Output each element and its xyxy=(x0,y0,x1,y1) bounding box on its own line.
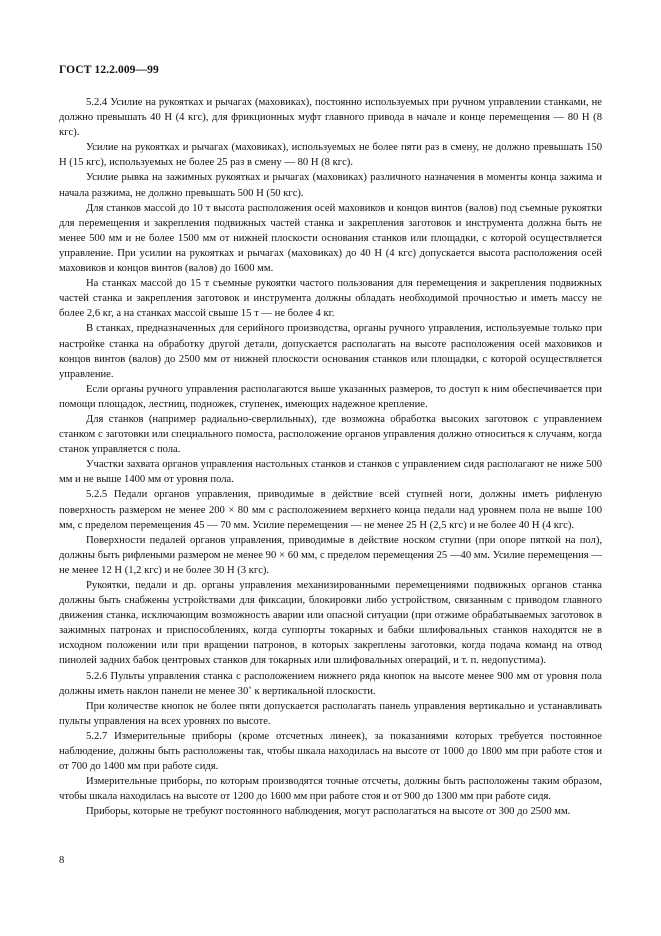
document-body xyxy=(59,95,602,820)
paragraph: На станках массой до 15 т съемные рукоятки частого пользования для перемещения и закрепления подвижных частей станка и закрепления заготовок и инструмента должны обладать необходимой прочностью и иметь массу не более 2,6 кг, а на станках массой свыше 15 т — не более 4 кг. xyxy=(59,278,602,320)
paragraph: Поверхности педалей органов управления, приводимые в действие носком ступни (при опоре пяткой на пол), должны быть рифлеными размером не менее 90 × 60 мм, с пределом перемещения 25 —40 мм. Усилие перемещения — не менее 12 Н (1,2 кгс) и не более 30 Н (3 кгс). xyxy=(59,534,602,576)
paragraph: Рукоятки, педали и др. органы управления механизированными перемещениями подвижных органов станка должны быть снабжены устройствами для фиксации, блокировки либо устройством, связанным с приводом главного движения станка, исключающим возможность аварии или опасной ситуации (при отжиме обрабатываемых заготовок в зажимных патронах и приспособлениях, когда суппорты токарных и бабки шлифовальных станков находятся не в исходном положении или при вращении патронов, в которых закреплены заготовки, когда подача команд на отвод пинолей задних бабок центровых станков для токарных или шлифовальных операций, и т. п. недопустима). xyxy=(59,580,602,667)
document-header: ГОСТ 12.2.009—99 xyxy=(59,64,159,76)
paragraph: Если органы ручного управления располагаются выше указанных размеров, то доступ к ним обеспечивается при помощи площадок, лестниц, подножек, ступенек, имеющих надежное крепление. xyxy=(59,383,602,410)
paragraph: При количестве кнопок не более пяти допускается располагать панель управления вертикально и устанавливать пульты управления на всех уровнях по высоте. xyxy=(59,700,602,727)
paragraph: Для станков (например радиально-сверлильных), где возможна обработка высоких заготовок с управлением станком с заготовки или специального помоста, расположение органов управления должно относиться к случаям, когда станок управляется с пола. xyxy=(59,413,602,456)
paragraph: Участки захвата органов управления настольных станков и станков с управлением сидя располагают не ниже 500 мм и не выше 1400 мм от уровня пола. xyxy=(59,459,602,486)
paragraph: Измерительные приборы, по которым производятся точные отсчеты, должны быть расположены таким образом, чтобы шкала находилась на высоте от 1200 до 1600 мм при работе стоя и от 900 до 1300 мм при работе сидя. xyxy=(59,776,602,803)
paragraph: В станках, предназначенных для серийного производства, органы ручного управления, используемые только при настройке станка на обработку другой детали, допускается располагать на высоте расположения осей маховиков и концов винтов (валов) до 2500 мм от нижней плоскости основания станков или площадки, с которой осуществляется управление. xyxy=(59,323,602,380)
paragraph: Усилие на рукоятках и рычагах (маховиках), используемых не более пяти раз в смену, не должно превышать 150 Н (15 кгс), используемых не более 25 раз в смену — 80 Н (8 кгс). xyxy=(59,142,602,169)
paragraph-5-2-7: 5.2.7 Измерительные приборы (кроме отсчетных линеек), за показаниями которых требуется постоянное наблюдение, должны быть расположены так, чтобы шкала находилась на высоте от 1000 до 1800 мм при работе стоя и от 700 до 1400 мм при работе сидя. xyxy=(59,730,602,773)
paragraph: Усилие рывка на зажимных рукоятках и рычагах (маховиках) различного назначения в моменты конца зажима и начала разжима, не должно превышать 500 Н (50 кгс). xyxy=(59,172,602,199)
paragraph: Для станков массой до 10 т высота расположения осей маховиков и концов винтов (валов) под съемные рукоятки для перемещения и закрепления подвижных частей станка и закрепления заготовок и инструмента должна быть не менее 500 мм и не более 1500 мм от нижней плоскости основания станков или площадки, с которой осуществляется управление. При усилии на рукоятках и рычагах (маховиках) до 40 Н (4 кгс) допускается высота расположения осей маховиков и концов винтов (валов) до 1600 мм. xyxy=(59,202,602,275)
paragraph: Приборы, которые не требуют постоянного наблюдения, могут располагаться на высоте от 300 до 2500 мм. xyxy=(86,806,571,818)
paragraph-5-2-4: 5.2.4 Усилие на рукоятках и рычагах (маховиках), постоянно используемых при ручном управлении станками, не должно превышать 40 Н (4 кгс), для фрикционных муфт главного привода в начале и конце перемещения — 80 Н (8 кгс). xyxy=(59,97,602,139)
paragraph-5-2-6: 5.2.6 Пульты управления станка с расположением нижнего ряда кнопок на высоте менее 900 мм от уровня пола должны иметь наклон панели не менее 30˚ к вертикальной плоскости. xyxy=(59,670,602,697)
page-number: 8 xyxy=(59,855,65,866)
paragraph-5-2-5: 5.2.5 Педали органов управления, приводимые в действие всей ступней ноги, должны иметь рифленую поверхность размером не менее 200 × 80 мм с расположением верхнего конца педали над уровнем пола не выше 100 мм, с пределом перемещения 45 — 70 мм. Усилие перемещения — не менее 25 Н (2,5 кгс) и не более 40 Н (4 кгс). xyxy=(59,489,602,531)
